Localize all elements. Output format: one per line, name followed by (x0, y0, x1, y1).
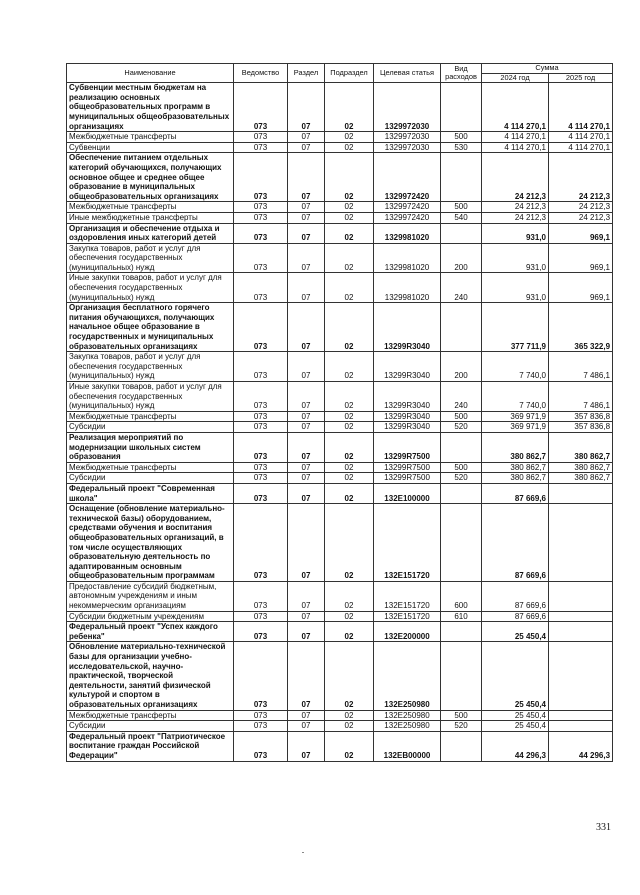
table-row (67, 504, 613, 582)
cell-sum-2024: 4 114 270,1 (482, 132, 549, 143)
cell-razdel: 07 (288, 223, 325, 243)
cell-podrazdel: 02 (325, 153, 374, 202)
cell-sum-2024: 380 862,7 (482, 462, 549, 473)
table-row (67, 731, 613, 761)
cell-vedomstvo: 073 (234, 411, 288, 422)
cell-sum-2024: 44 296,3 (482, 731, 549, 761)
table-row (67, 142, 613, 153)
page-number: 331 (596, 822, 611, 833)
cell-podrazdel: 02 (325, 202, 374, 213)
cell-podrazdel: 02 (325, 504, 374, 582)
cell-expense-type (441, 483, 482, 503)
cell-name: Межбюджетные трансферты (67, 202, 234, 213)
cell-vedomstvo: 073 (234, 273, 288, 303)
cell-vedomstvo: 073 (234, 611, 288, 622)
cell-target-article: 132E151720 (374, 611, 441, 622)
table-row (67, 273, 613, 303)
cell-expense-type: 600 (441, 581, 482, 611)
table-row (67, 721, 613, 732)
table-row (67, 642, 613, 710)
cell-sum-2024: 24 212,3 (482, 212, 549, 223)
table-row (67, 422, 613, 433)
cell-sum-2025: 4 114 270,1 (549, 83, 613, 132)
header-expense-type: Вид расходов (441, 64, 482, 83)
table-row (67, 473, 613, 484)
cell-sum-2025: 4 114 270,1 (549, 132, 613, 143)
table-row (67, 243, 613, 273)
cell-target-article: 132E200000 (374, 622, 441, 642)
cell-sum-2025: 24 212,3 (549, 212, 613, 223)
cell-sum-2024: 380 862,7 (482, 432, 549, 462)
cell-target-article: 13299R3040 (374, 411, 441, 422)
cell-razdel: 07 (288, 462, 325, 473)
cell-expense-type (441, 303, 482, 352)
cell-expense-type: 520 (441, 721, 482, 732)
cell-name: Предоставление субсидий бюджетным, автономным учреждениям и иным некоммерческим организациям (67, 581, 234, 611)
cell-name: Субсидии бюджетным учреждениям (67, 611, 234, 622)
cell-razdel: 07 (288, 432, 325, 462)
cell-razdel: 07 (288, 153, 325, 202)
cell-vedomstvo: 073 (234, 462, 288, 473)
cell-sum-2025 (549, 642, 613, 710)
cell-target-article: 13299R7500 (374, 462, 441, 473)
cell-vedomstvo: 073 (234, 83, 288, 132)
cell-podrazdel: 02 (325, 352, 374, 382)
cell-podrazdel: 02 (325, 721, 374, 732)
cell-podrazdel: 02 (325, 382, 374, 412)
cell-razdel: 07 (288, 483, 325, 503)
cell-name: Обновление материально-технической базы для организации учебно-исследовательской, научно-практической, творческой деятельности, занятий физической культурой и спортом в образовательных организациях (67, 642, 234, 710)
cell-sum-2025: 969,1 (549, 223, 613, 243)
cell-name: Иные закупки товаров, работ и услуг для обеспечения государственных (муниципальных) нужд (67, 382, 234, 412)
cell-target-article: 1329981020 (374, 243, 441, 273)
table-row (67, 83, 613, 132)
cell-sum-2025: 380 862,7 (549, 432, 613, 462)
table-row (67, 483, 613, 503)
cell-expense-type: 200 (441, 243, 482, 273)
cell-podrazdel: 02 (325, 223, 374, 243)
cell-razdel: 07 (288, 132, 325, 143)
cell-sum-2025 (549, 611, 613, 622)
cell-vedomstvo: 073 (234, 303, 288, 352)
cell-name: Иные межбюджетные трансферты (67, 212, 234, 223)
cell-razdel: 07 (288, 83, 325, 132)
cell-podrazdel: 02 (325, 303, 374, 352)
cell-target-article: 13299R3040 (374, 352, 441, 382)
cell-podrazdel: 02 (325, 731, 374, 761)
cell-target-article: 132E151720 (374, 581, 441, 611)
cell-target-article: 1329972030 (374, 132, 441, 143)
cell-vedomstvo: 073 (234, 142, 288, 153)
cell-podrazdel: 02 (325, 422, 374, 433)
cell-expense-type: 540 (441, 212, 482, 223)
cell-target-article: 13299R3040 (374, 303, 441, 352)
cell-sum-2024: 24 212,3 (482, 202, 549, 213)
cell-sum-2024: 25 450,4 (482, 622, 549, 642)
table-row (67, 710, 613, 721)
cell-target-article: 1329972420 (374, 202, 441, 213)
cell-podrazdel: 02 (325, 473, 374, 484)
cell-podrazdel: 02 (325, 462, 374, 473)
cell-vedomstvo: 073 (234, 473, 288, 484)
cell-sum-2024: 931,0 (482, 273, 549, 303)
header-year-2025: 2025 год (549, 73, 613, 83)
cell-expense-type: 530 (441, 142, 482, 153)
cell-target-article: 1329972420 (374, 153, 441, 202)
header-name: Наименование (67, 64, 234, 83)
table-row (67, 432, 613, 462)
cell-name: Закупка товаров, работ и услуг для обеспечения государственных (муниципальных) нужд (67, 352, 234, 382)
cell-name: Обеспечение питанием отдельных категорий обучающихся, получающих основное общее и среднее общее образование в муниципальных общеобразовательных организациях (67, 153, 234, 202)
cell-expense-type: 500 (441, 710, 482, 721)
cell-razdel: 07 (288, 273, 325, 303)
cell-razdel: 07 (288, 473, 325, 484)
table-row (67, 132, 613, 143)
header-year-2024: 2024 год (482, 73, 549, 83)
cell-podrazdel: 02 (325, 710, 374, 721)
cell-razdel: 07 (288, 581, 325, 611)
cell-expense-type: 500 (441, 132, 482, 143)
cell-sum-2024: 931,0 (482, 243, 549, 273)
cell-expense-type: 240 (441, 273, 482, 303)
cell-target-article: 1329981020 (374, 223, 441, 243)
cell-sum-2025: 7 486,1 (549, 352, 613, 382)
cell-podrazdel: 02 (325, 432, 374, 462)
cell-podrazdel: 02 (325, 83, 374, 132)
cell-expense-type: 240 (441, 382, 482, 412)
cell-name: Межбюджетные трансферты (67, 132, 234, 143)
cell-sum-2024: 25 450,4 (482, 642, 549, 710)
cell-razdel: 07 (288, 382, 325, 412)
cell-razdel: 07 (288, 731, 325, 761)
cell-name: Федеральный проект "Современная школа" (67, 483, 234, 503)
cell-podrazdel: 02 (325, 243, 374, 273)
cell-sum-2024: 377 711,9 (482, 303, 549, 352)
cell-sum-2025 (549, 622, 613, 642)
cell-sum-2025: 44 296,3 (549, 731, 613, 761)
cell-name: Субсидии (67, 422, 234, 433)
cell-sum-2024: 87 669,6 (482, 483, 549, 503)
scan-speck (302, 852, 304, 853)
cell-sum-2025 (549, 710, 613, 721)
cell-target-article: 132E151720 (374, 504, 441, 582)
cell-razdel: 07 (288, 422, 325, 433)
cell-podrazdel: 02 (325, 581, 374, 611)
header-razdel: Раздел (288, 64, 325, 83)
table-row (67, 352, 613, 382)
cell-sum-2025 (549, 581, 613, 611)
cell-sum-2025: 357 836,8 (549, 422, 613, 433)
cell-sum-2024: 25 450,4 (482, 721, 549, 732)
cell-expense-type: 520 (441, 422, 482, 433)
cell-sum-2025 (549, 504, 613, 582)
cell-sum-2025: 380 862,7 (549, 462, 613, 473)
cell-expense-type (441, 83, 482, 132)
cell-target-article: 132E250980 (374, 642, 441, 710)
cell-vedomstvo: 073 (234, 432, 288, 462)
table-row (67, 382, 613, 412)
cell-target-article: 1329972420 (374, 212, 441, 223)
cell-sum-2024: 87 669,6 (482, 504, 549, 582)
cell-target-article: 132E100000 (374, 483, 441, 503)
cell-expense-type: 500 (441, 202, 482, 213)
table-row (67, 581, 613, 611)
header-vedomstvo: Ведомство (234, 64, 288, 83)
table-row (67, 153, 613, 202)
cell-razdel: 07 (288, 710, 325, 721)
cell-razdel: 07 (288, 611, 325, 622)
cell-sum-2024: 7 740,0 (482, 382, 549, 412)
cell-sum-2024: 4 114 270,1 (482, 142, 549, 153)
budget-table-container (66, 63, 613, 762)
cell-expense-type (441, 504, 482, 582)
cell-expense-type: 520 (441, 473, 482, 484)
cell-sum-2025: 357 836,8 (549, 411, 613, 422)
cell-podrazdel: 02 (325, 483, 374, 503)
cell-sum-2025: 4 114 270,1 (549, 142, 613, 153)
cell-target-article: 13299R7500 (374, 432, 441, 462)
cell-sum-2024: 25 450,4 (482, 710, 549, 721)
cell-vedomstvo: 073 (234, 132, 288, 143)
table-row (67, 611, 613, 622)
cell-name: Межбюджетные трансферты (67, 710, 234, 721)
cell-vedomstvo: 073 (234, 581, 288, 611)
header-target-article: Целевая статья (374, 64, 441, 83)
table-row (67, 622, 613, 642)
cell-razdel: 07 (288, 622, 325, 642)
cell-vedomstvo: 073 (234, 504, 288, 582)
cell-sum-2025 (549, 721, 613, 732)
cell-vedomstvo: 073 (234, 352, 288, 382)
cell-sum-2024: 4 114 270,1 (482, 83, 549, 132)
cell-vedomstvo: 073 (234, 710, 288, 721)
cell-target-article: 132EB00000 (374, 731, 441, 761)
cell-name: Федеральный проект "Патриотическое воспитание граждан Российской Федерации" (67, 731, 234, 761)
cell-sum-2024: 24 212,3 (482, 153, 549, 202)
cell-vedomstvo: 073 (234, 731, 288, 761)
cell-name: Субвенции (67, 142, 234, 153)
cell-name: Межбюджетные трансферты (67, 411, 234, 422)
cell-target-article: 13299R3040 (374, 382, 441, 412)
table-row (67, 202, 613, 213)
cell-expense-type (441, 432, 482, 462)
cell-sum-2025: 380 862,7 (549, 473, 613, 484)
cell-name: Субсидии (67, 721, 234, 732)
cell-expense-type (441, 642, 482, 710)
cell-name: Организация и обеспечение отдыха и оздоровления иных категорий детей (67, 223, 234, 243)
table-row (67, 462, 613, 473)
cell-sum-2024: 369 971,9 (482, 411, 549, 422)
cell-razdel: 07 (288, 352, 325, 382)
cell-podrazdel: 02 (325, 642, 374, 710)
cell-expense-type (441, 731, 482, 761)
cell-razdel: 07 (288, 142, 325, 153)
cell-sum-2025: 365 322,9 (549, 303, 613, 352)
table-row (67, 411, 613, 422)
cell-razdel: 07 (288, 243, 325, 273)
cell-expense-type: 610 (441, 611, 482, 622)
cell-razdel: 07 (288, 721, 325, 732)
cell-target-article: 13299R7500 (374, 473, 441, 484)
cell-name: Оснащение (обновление материально-технической базы) оборудованием, средствами обучения и воспитания общеобразовательных организаций, в том числе осуществляющих образовательную деятельность по адаптированным основным общеобразовательным программам (67, 504, 234, 582)
cell-target-article: 1329972030 (374, 142, 441, 153)
table-row (67, 223, 613, 243)
cell-expense-type (441, 153, 482, 202)
cell-expense-type: 500 (441, 411, 482, 422)
cell-name: Субвенции местным бюджетам на реализацию основных общеобразовательных программ в муниципальных общеобразовательных организациях (67, 83, 234, 132)
cell-vedomstvo: 073 (234, 202, 288, 213)
cell-vedomstvo: 073 (234, 622, 288, 642)
cell-vedomstvo: 073 (234, 223, 288, 243)
cell-razdel: 07 (288, 504, 325, 582)
cell-target-article: 132E250980 (374, 721, 441, 732)
cell-razdel: 07 (288, 212, 325, 223)
cell-razdel: 07 (288, 642, 325, 710)
cell-podrazdel: 02 (325, 411, 374, 422)
cell-target-article: 132E250980 (374, 710, 441, 721)
cell-sum-2025: 24 212,3 (549, 153, 613, 202)
budget-table (66, 63, 613, 762)
cell-name: Организация бесплатного горячего питания обучающихся, получающих начальное общее образование в государственных и муниципальных образовательных организациях (67, 303, 234, 352)
cell-sum-2025: 24 212,3 (549, 202, 613, 213)
cell-name: Реализация мероприятий по модернизации школьных систем образования (67, 432, 234, 462)
cell-podrazdel: 02 (325, 212, 374, 223)
cell-target-article: 13299R3040 (374, 422, 441, 433)
cell-podrazdel: 02 (325, 132, 374, 143)
cell-expense-type: 500 (441, 462, 482, 473)
table-row (67, 303, 613, 352)
cell-vedomstvo: 073 (234, 721, 288, 732)
cell-name: Закупка товаров, работ и услуг для обеспечения государственных (муниципальных) нужд (67, 243, 234, 273)
table-body (67, 83, 613, 761)
cell-target-article: 1329981020 (374, 273, 441, 303)
cell-sum-2024: 87 669,6 (482, 581, 549, 611)
cell-name: Субсидии (67, 473, 234, 484)
header-sum: Сумма (482, 64, 613, 74)
cell-vedomstvo: 073 (234, 642, 288, 710)
cell-sum-2025: 969,1 (549, 243, 613, 273)
cell-podrazdel: 02 (325, 622, 374, 642)
cell-sum-2024: 369 971,9 (482, 422, 549, 433)
cell-expense-type (441, 223, 482, 243)
cell-vedomstvo: 073 (234, 382, 288, 412)
cell-sum-2024: 7 740,0 (482, 352, 549, 382)
cell-name: Федеральный проект "Успех каждого ребенка" (67, 622, 234, 642)
cell-expense-type (441, 622, 482, 642)
cell-sum-2024: 87 669,6 (482, 611, 549, 622)
cell-vedomstvo: 073 (234, 212, 288, 223)
cell-vedomstvo: 073 (234, 153, 288, 202)
cell-sum-2024: 380 862,7 (482, 473, 549, 484)
cell-sum-2025: 969,1 (549, 273, 613, 303)
cell-target-article: 1329972030 (374, 83, 441, 132)
cell-vedomstvo: 073 (234, 483, 288, 503)
cell-name: Межбюджетные трансферты (67, 462, 234, 473)
cell-podrazdel: 02 (325, 273, 374, 303)
cell-podrazdel: 02 (325, 611, 374, 622)
cell-podrazdel: 02 (325, 142, 374, 153)
cell-vedomstvo: 073 (234, 243, 288, 273)
table-row (67, 212, 613, 223)
cell-vedomstvo: 073 (234, 422, 288, 433)
cell-razdel: 07 (288, 303, 325, 352)
cell-expense-type: 200 (441, 352, 482, 382)
cell-sum-2025 (549, 483, 613, 503)
cell-razdel: 07 (288, 411, 325, 422)
header-podrazdel: Подраздел (325, 64, 374, 83)
cell-name: Иные закупки товаров, работ и услуг для обеспечения государственных (муниципальных) нужд (67, 273, 234, 303)
cell-sum-2024: 931,0 (482, 223, 549, 243)
cell-sum-2025: 7 486,1 (549, 382, 613, 412)
cell-razdel: 07 (288, 202, 325, 213)
